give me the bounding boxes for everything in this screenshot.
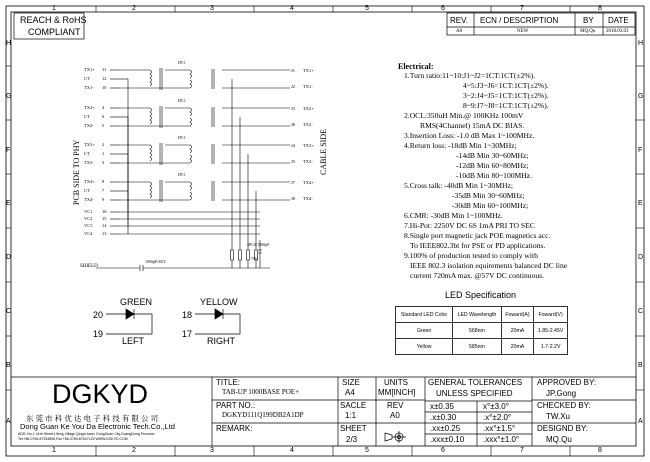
frame-right-letter: A <box>638 418 643 425</box>
title-label: TITLE: <box>216 378 241 387</box>
pin-label-left: TX2+ <box>84 105 95 110</box>
pin-number-left: 3 <box>102 160 105 165</box>
pin-label-left: VC2 <box>84 216 93 221</box>
pin-label-right: TX2+ <box>303 106 314 111</box>
tolerance-angular: x°±3.0° <box>483 402 509 411</box>
pin-number-left: 1 <box>102 151 105 156</box>
pin-number-right: J7 <box>291 180 296 185</box>
table-cell: 20mA <box>501 339 533 355</box>
led-green-side: LEFT <box>122 336 145 346</box>
tolerance-linear: .xx±0.25 <box>430 424 461 433</box>
by-header: BY <box>583 16 594 25</box>
electrical-line: 9.100% of production tested to comply with <box>404 251 538 260</box>
frame-right-letter: B <box>638 362 643 369</box>
pin-number-left: 11 <box>102 67 107 72</box>
electrical-title: Electrical: <box>398 62 434 71</box>
units-value: MM[INCH] <box>378 388 416 397</box>
frame-right-letter: E <box>638 200 643 207</box>
pin-label-left: CT <box>84 188 90 193</box>
company-logo: DGKYD <box>52 379 149 409</box>
electrical-line: -35dB Min 30~60MHz; <box>452 191 525 200</box>
pin-number-right: J2 <box>291 84 296 89</box>
frame-top-number: 7 <box>520 5 524 12</box>
electrical-line: 8~9:J7~J8=1CT:1CT(±2%). <box>463 101 549 110</box>
pin-number-left: 8 <box>102 179 105 184</box>
sheet-value: 2/3 <box>346 435 358 444</box>
pin-label-left: TX3- <box>84 160 94 165</box>
ecn-value: NEW <box>517 29 529 34</box>
led-green-pin-a: 20 <box>93 310 104 320</box>
designed-value: MQ.Qu <box>546 435 572 444</box>
transformer-label: HT:1 <box>178 136 186 140</box>
frame-left-letter: F <box>6 147 11 154</box>
electrical-line: 4.Return loss: -18dB Min 1~30MHz; <box>404 141 517 150</box>
tolerance-angular: .x°±2.0° <box>483 413 512 422</box>
partno-label: PART NO.: <box>216 401 256 410</box>
pin-number-left: 6 <box>102 114 105 119</box>
company-phone: Tel:+86-0769-87334696,Fax:+86-0769-87647129 WWW.DGKYD.COM <box>18 437 128 441</box>
electrical-line: 1.Turn ratio:11~10:J1~J2=1CT:1CT(±2%). <box>404 71 536 80</box>
size-value: A4 <box>345 388 355 397</box>
electrical-line: 4~5:J3~J6=1CT:1CT(±2%). <box>463 81 549 90</box>
pin-label-left: TX1- <box>84 85 94 90</box>
frame-left-letter: G <box>6 93 12 100</box>
electrical-line: 8.Single port magnetic jack POE magnetics acc. <box>404 231 551 240</box>
checked-value: TW.Xu <box>546 412 571 421</box>
frame-left-letter: H <box>6 40 12 47</box>
frame-bottom-number: 5 <box>365 447 369 454</box>
pin-number-right: J5 <box>291 159 296 164</box>
pin-number-right: J6 <box>291 122 296 127</box>
led-yellow-pin-b: 17 <box>182 329 193 339</box>
frame-left-letter: B <box>6 362 11 369</box>
transformer-label: HT:1 <box>178 99 186 103</box>
checked-label: CHECKED BY: <box>537 401 591 410</box>
cable-side-label: CABLE SIDE <box>319 129 328 175</box>
pin-label-left: TX1+ <box>84 67 95 72</box>
frame-right-letter: D <box>638 254 644 261</box>
approved-label: APPROVED BY: <box>537 378 597 387</box>
pin-number-left: 7 <box>102 188 105 193</box>
electrical-line: -12dB Min 60~80MHz; <box>456 161 529 170</box>
scale-value: 1:1 <box>345 411 357 420</box>
frame-bottom-number: 6 <box>441 447 445 454</box>
units-label: UNITS <box>384 378 408 387</box>
table-cell: Yellow <box>396 339 453 355</box>
pin-label-left: TX3+ <box>84 142 95 147</box>
resistor-label: 75Ω <box>251 256 258 261</box>
frame-bottom-number: 2 <box>132 447 136 454</box>
sheet-label: SHEET <box>340 424 367 433</box>
electrical-line: -30dB Min 60~100MHz; <box>452 201 529 210</box>
pin-label-left: CT <box>84 114 90 119</box>
frame-bottom-number: 4 <box>290 447 294 454</box>
pin-label-left: CT <box>84 151 90 156</box>
frame-bottom-number: 1 <box>52 447 56 454</box>
tolerance-angular: .xxx°±1.0° <box>483 435 520 444</box>
table-cell: 585nm <box>453 339 502 355</box>
table-cell: 1.7-2.2V <box>534 339 568 355</box>
company-name-cn: 东 莞 市 科 优 达 电 子 科 技 有 限 公 司 <box>26 414 159 423</box>
transformer-label: HT:1 <box>178 61 186 65</box>
rev-label: REV <box>387 401 404 410</box>
compliance-line-2: COMPLIANT <box>28 27 81 37</box>
pin-label-left: VC1 <box>84 209 93 214</box>
company-address: ADD.:No.1 LiHe Street,Lifeng Village,Qingxi town, DongGuan City,GuangDong Province <box>18 432 155 436</box>
scale-label: SACLE <box>340 401 367 410</box>
pin-label-right: TX1+ <box>303 68 314 73</box>
pin-label-right: TX4+ <box>303 180 314 185</box>
tolerance-title-2: UNLESS SPECIFIED <box>436 389 513 398</box>
designed-label: DESIGND BY: <box>537 424 589 433</box>
pin-number-left: 4 <box>102 105 105 110</box>
frame-right-letter: F <box>638 147 643 154</box>
pin-label-left: VC4 <box>84 231 93 236</box>
pin-number-left: 13 <box>102 231 107 236</box>
table-cell: 20mA <box>501 323 533 339</box>
electrical-line: 3~2:J4~J5=1CT:1CT(±2%). <box>463 91 549 100</box>
table-cell: 568nm <box>453 323 502 339</box>
by-value: MQ.Qu <box>580 29 596 34</box>
pin-label-left: TX4+ <box>84 179 95 184</box>
approved-value: JP.Gong <box>546 389 577 398</box>
frame-top-number: 1 <box>52 5 56 12</box>
pin-label-right: TX3+ <box>303 143 314 148</box>
frame-top-number: 4 <box>290 5 294 12</box>
electrical-line: -14dB Min 30~60MHz; <box>456 151 529 160</box>
pin-number-right: J4 <box>291 143 296 148</box>
led-green-label: GREEN <box>120 297 153 307</box>
compliance-line-1: REACH & RoHS <box>20 15 87 25</box>
frame-left-letter: C <box>6 308 12 315</box>
pin-number-left: 14 <box>102 223 107 228</box>
frame-right-letter: H <box>638 40 644 47</box>
electrical-line: 6.CMR: -30dB Min 1~100MHz. <box>404 211 503 220</box>
led-yellow-label: YELLOW <box>200 297 238 307</box>
ecn-header: ECN / DESCRIPTION <box>480 16 559 25</box>
shield-label: SHIELD <box>80 264 98 269</box>
table-cell: 1.85-2.45V <box>534 323 568 339</box>
led-green-pin-b: 19 <box>93 329 104 339</box>
led-yellow-pin-a: 18 <box>182 310 193 320</box>
pin-label-right: TX1- <box>303 84 313 89</box>
pin-number-left: 10 <box>102 85 107 90</box>
pin-label-right: TX2- <box>303 122 313 127</box>
electrical-line: 7.Hi-Pot: 2250V DC 6S 1mA PRI TO SEC <box>404 221 535 230</box>
tolerance-title-1: GENERAL TOLERANCES <box>428 378 523 387</box>
pin-label-right: TX3- <box>303 159 313 164</box>
size-label: SIZE <box>342 378 360 387</box>
frame-bottom-number: 3 <box>210 447 214 454</box>
frame-bottom-number: 7 <box>520 447 524 454</box>
pin-label-left: TX2- <box>84 123 94 128</box>
rev-value: A0 <box>456 29 463 34</box>
pin-number-left: 9 <box>102 197 105 202</box>
led-header-wavelength: LED Wavelength <box>453 307 502 323</box>
company-name-en: Dong Guan Ke You Da Electronic Tech.Co.,Ltd <box>20 422 175 431</box>
electrical-line: 5.Cross talk: -40dB Min 1~30MHz; <box>404 181 513 190</box>
pin-number-left: 5 <box>102 123 105 128</box>
pin-label-left: CT <box>84 76 90 81</box>
rev-header: REV. <box>450 16 468 25</box>
led-header-forward-a: Foward(A) <box>501 307 533 323</box>
frame-left-letter: E <box>6 200 11 207</box>
pin-number-left: 12 <box>102 76 107 81</box>
frame-right-letter: C <box>638 308 644 315</box>
cap-label-2: 4PCS/1000pF <box>247 242 270 247</box>
rev-block-value: A0 <box>390 411 400 420</box>
transformer-label: HT:1 <box>178 173 186 177</box>
pin-number-left: 16 <box>102 209 107 214</box>
cap-label: 1000pF/2KV <box>145 259 167 264</box>
pcb-side-label: PCB SIDE TO PHY <box>72 139 81 205</box>
pin-number-left: 15 <box>102 216 107 221</box>
frame-top-number: 5 <box>365 5 369 12</box>
pin-label-left: VC3 <box>84 223 93 228</box>
frame-top-number: 8 <box>598 5 602 12</box>
led-header-color: Standard LED Color <box>396 307 453 323</box>
tolerance-linear: x±0.35 <box>430 402 454 411</box>
pin-label-left: TX4- <box>84 197 94 202</box>
electrical-line: current 720mA max. @57V DC continuous. <box>410 271 545 280</box>
frame-right-letter: G <box>638 93 644 100</box>
title-value: TAB-UP 1000BASE POE+ <box>222 388 300 396</box>
pin-number-right: J1 <box>291 68 296 73</box>
tolerance-linear: .x±0.30 <box>430 413 457 422</box>
electrical-line: 3.Insertion Loss: -1.0 dB Max 1~100MHz. <box>404 131 535 140</box>
electrical-line: IEEE 802.3 isolation equirements balanced DC line <box>410 261 568 270</box>
date-header: DATE <box>608 16 629 25</box>
frame-left-letter: A <box>6 418 11 425</box>
pin-label-right: TX4- <box>303 196 313 201</box>
tolerance-angular: .xx°±1.5° <box>483 424 516 433</box>
frame-left-letter: D <box>6 254 12 261</box>
frame-bottom-number: 8 <box>598 447 602 454</box>
frame-top-number: 3 <box>210 5 214 12</box>
partno-value: DGKYD111Q199DB2A1DP <box>222 411 304 419</box>
table-cell: Green <box>396 323 453 339</box>
electrical-line: To IEEE802.3bt for PSE or PD applications. <box>410 241 546 250</box>
electrical-line: -10dB Min 80~100MHz. <box>456 171 533 180</box>
electrical-line: RMS(4Channel) 15mA DC BIAS. <box>420 121 525 130</box>
remark-label: REMARK: <box>216 424 253 433</box>
pin-number-right: J3 <box>291 106 296 111</box>
frame-top-number: 6 <box>441 5 445 12</box>
led-spec-table <box>395 306 568 355</box>
date-value: 2018.03.03 <box>606 29 629 34</box>
frame-top-number: 2 <box>132 5 136 12</box>
led-yellow-side: RIGHT <box>207 336 235 346</box>
pin-number-left: 2 <box>102 142 105 147</box>
electrical-line: 2.OCL:350uH Min.@ 100KHz 100mV <box>404 111 524 120</box>
led-header-forward-v: Foward(V) <box>534 307 568 323</box>
tolerance-linear: .xxx±0.10 <box>430 435 465 444</box>
pin-number-right: J8 <box>291 196 296 201</box>
led-spec-title: LED Specification <box>445 290 517 300</box>
